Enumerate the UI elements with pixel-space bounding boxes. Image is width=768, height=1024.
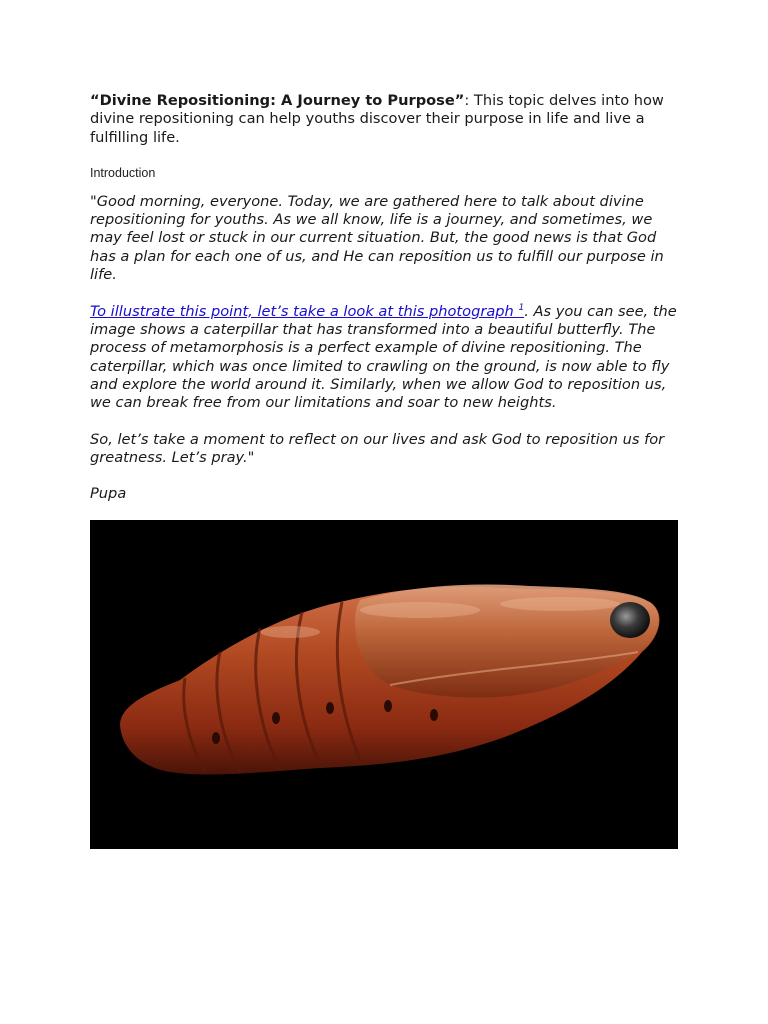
- document-body: [90, 92, 682, 504]
- speech-paragraph-2: [90, 303, 682, 413]
- footnote-marker[interactable]: 1: [518, 302, 525, 313]
- figure-caption: Pupa: [90, 485, 127, 503]
- pupa-illustration: [90, 520, 678, 849]
- speech-paragraph-2-rest: . As you can see, the image shows a caterpillar that has transformed into a beautiful butterfly. The process of metamorphosis is a perfect example of divine repositioning. The caterpillar, which was once limited to crawling on the ground, is now able to fly and explore the world around it. Similarly, when we allow God to reposition us, we can break free from our limitations and soar to new heights.: [90, 302, 677, 412]
- photograph-link-text: To illustrate this point, let’s take a look at this photograph: [90, 302, 519, 320]
- topic-description: : This topic delves into how divine repositioning can help youths discover their purpose in life and live a fulfilling life.: [90, 92, 664, 146]
- pupa-photo: [90, 520, 678, 849]
- topic-paragraph: [90, 92, 682, 147]
- speech-paragraph-1: "Good morning, everyone. Today, we are gathered here to talk about divine repositioning for youths. As we all know, life is a journey, and sometimes, we may feel lost or stuck in our current situation. But, the good news is that God has a plan for each one of us, and He can reposition us to fulfill our purpose in life.: [90, 192, 664, 284]
- speech-text: [90, 193, 682, 467]
- pupa-eye: [610, 602, 650, 638]
- section-heading-introduction: Introduction: [90, 165, 156, 180]
- photograph-link[interactable]: [90, 303, 524, 320]
- topic-title: “Divine Repositioning: A Journey to Purpose”: [90, 92, 465, 109]
- speech-paragraph-3: So, let’s take a moment to reflect on our lives and ask God to reposition us for greatness. Let’s pray.": [90, 430, 665, 467]
